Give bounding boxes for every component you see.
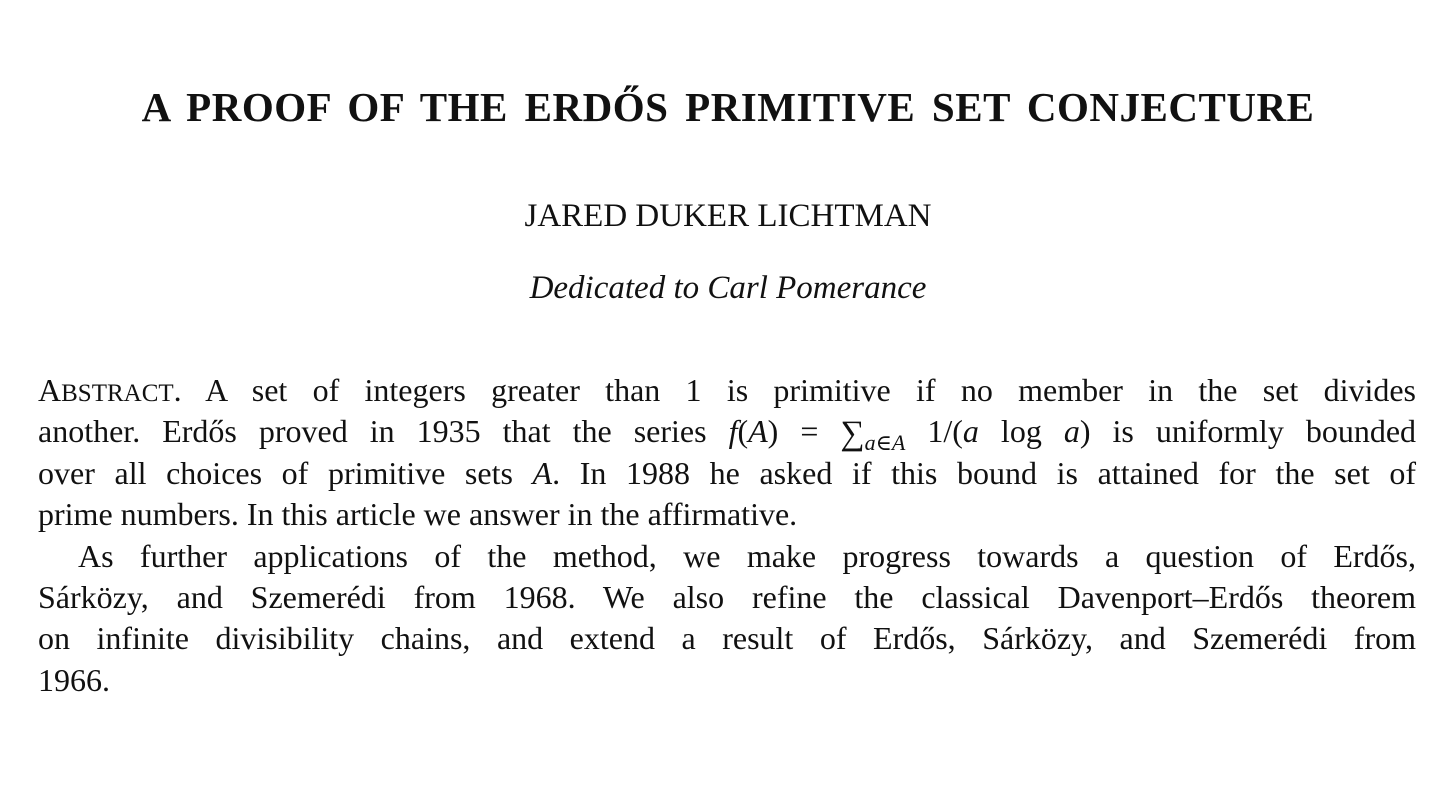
abstract-line: over all choices of primitive sets A. In 1988 he asked if this bound is attained for the set of bbox=[38, 454, 1417, 491]
dedication: Dedicated to Carl Pomerance bbox=[529, 270, 927, 306]
abstract-line: prime numbers. In this article we answer in the affirmative. bbox=[38, 496, 798, 533]
abstract-line: ABSTRACT. A set of integers greater than 1 is primitive if no member in the set divides bbox=[38, 372, 1417, 408]
abstract-line: on infinite divisibility chains, and extend a result of Erdős, Sárközy, and Szemerédi from bbox=[38, 620, 1416, 657]
abstract bbox=[38, 370, 1416, 701]
abstract-line: 1966. bbox=[38, 661, 110, 698]
paper-title: A PROOF OF THE ERDŐS PRIMITIVE SET CONJECTURE bbox=[141, 84, 1315, 130]
abstract-line: As further applications of the method, we make progress towards a question of Erdős, bbox=[78, 537, 1416, 574]
abstract-line: another. Erdős proved in 1935 that the series $f(A) = \sum_{a\in A}$ 1/(a log a) is uniformly bounded bbox=[38, 413, 1417, 456]
abstract-label: ABSTRACT. bbox=[38, 372, 182, 408]
abstract-line: Sárközy, and Szemerédi from 1968. We also refine the classical Davenport–Erdős theorem bbox=[38, 578, 1416, 615]
series-formula: $f(A) = \sum_{a\in A}$ 1/(a log a) bbox=[728, 413, 1091, 456]
author-name: JARED DUKER LICHTMAN bbox=[524, 198, 932, 234]
